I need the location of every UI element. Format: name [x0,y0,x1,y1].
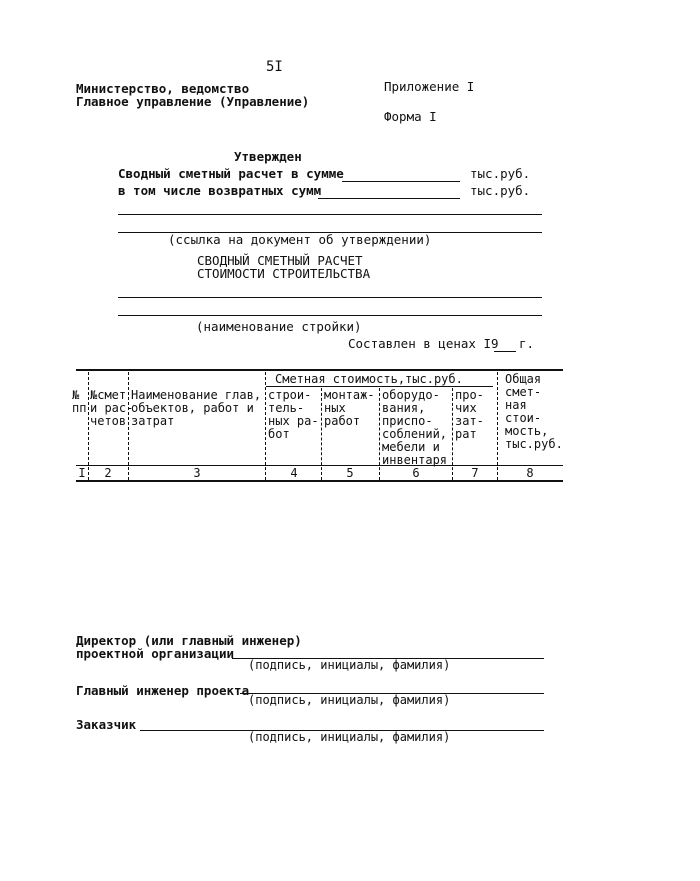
header-no: № пп [72,388,87,415]
col-divider [497,372,498,480]
header-construction: строи- тель- ных ра- бот [268,388,319,441]
summary-sum-label: Сводный сметный расчет в сумме [118,166,344,181]
col-divider [321,388,322,480]
signature-hint-customer: (подпись, инициалы, фамилия) [248,730,451,744]
cost-group-underline [266,386,493,387]
unit-label-2: тыс.руб. [470,183,531,198]
form-label: Форма I [384,109,437,124]
ministry-label: Министерство, ведомство [76,81,250,96]
header-name: Наименование глав, объектов, работ и затрат [131,388,262,428]
column-number: 5 [346,466,354,480]
header-total: Общая смет- ная стои- мость, тыс.руб. [505,372,563,451]
returnable-sums-label: в том числе возвратных сумм [118,183,322,198]
column-number: 2 [104,466,112,480]
signature-hint-chief-engineer: (подпись, инициалы, фамилия) [248,693,451,707]
col-divider [88,372,89,480]
signature-role-chief-engineer: Главный инженер проекта [76,683,250,698]
header-other: про- чих зат- рат [455,388,484,441]
unit-label-1: тыс.руб. [470,166,531,181]
signature-role-director: Директор (или главный инженер) проектной организации [76,633,302,661]
column-number: 3 [193,466,201,480]
header-cost-group: Сметная стоимость,тыс.руб. [275,372,463,386]
col-divider [452,388,453,480]
construction-line-1[interactable] [118,297,542,298]
col-divider [265,372,266,480]
approved-label: Утвержден [234,149,302,164]
column-number: 4 [290,466,298,480]
column-number: I [78,466,86,480]
main-directorate-label: Главное управление (Управление) [76,94,310,109]
reference-line-1[interactable] [118,214,542,215]
header-estimate-no: №смет и рас- четов [90,388,134,428]
table-top-rule [76,369,563,371]
page-number: 5I [266,59,283,75]
appendix-label: Приложение I [384,79,475,94]
table-bottom-rule [76,480,563,482]
header-equipment: оборудо- вания, приспо- соблений, мебели и инвентаря [382,388,448,467]
prices-prefix: Составлен в ценах I9 [348,336,499,351]
column-number: 8 [526,466,534,480]
construction-line-2[interactable] [118,315,542,316]
summary-sum-blank[interactable] [342,181,460,182]
numbers-top-rule [76,465,563,466]
column-number: 7 [471,466,479,480]
signature-role-customer: Заказчик [76,717,137,732]
prices-suffix: г. [519,336,535,351]
column-number: 6 [412,466,420,480]
title-line-1: СВОДНЫЙ СМЕТНЫЙ РАСЧЕТ [197,253,363,268]
prices-year-blank[interactable] [494,351,516,352]
header-installation: монтаж- ных работ [324,388,375,428]
reference-caption: (ссылка на документ об утверждении) [168,232,432,247]
signature-hint-director: (подпись, инициалы, фамилия) [248,658,451,672]
title-line-2: СТОИМОСТИ СТРОИТЕЛЬСТВА [197,266,371,281]
returnable-sum-blank[interactable] [318,198,460,199]
col-divider [379,388,380,480]
construction-caption: (наименование стройки) [196,319,362,334]
